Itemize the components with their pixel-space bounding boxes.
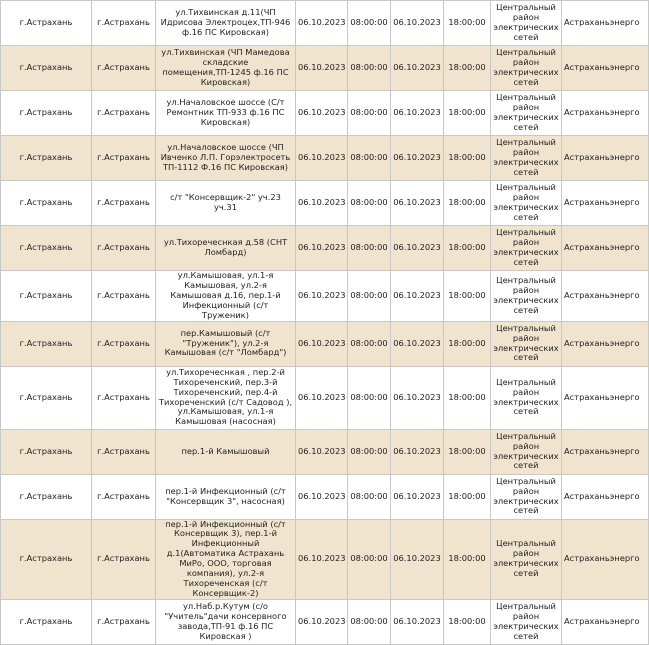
city-cell: г.Астрахань bbox=[92, 136, 156, 181]
city-cell: г.Астрахань bbox=[92, 599, 156, 644]
start-time-cell: 08:00:00 bbox=[348, 429, 391, 474]
settlement-cell: г.Астрахань bbox=[1, 181, 92, 226]
organization-cell: Астраханьэнерго bbox=[562, 181, 649, 226]
end-date-cell: 06.10.2023 bbox=[391, 599, 444, 644]
settlement-cell: г.Астрахань bbox=[1, 599, 92, 644]
settlement-cell: г.Астрахань bbox=[1, 474, 92, 519]
address-cell: пер.1-й Камышовый bbox=[156, 429, 296, 474]
settlement-cell: г.Астрахань bbox=[1, 271, 92, 322]
city-cell: г.Астрахань bbox=[92, 474, 156, 519]
district-cell: Центральный район электрических сетей bbox=[491, 366, 562, 429]
end-date-cell: 06.10.2023 bbox=[391, 1, 444, 46]
settlement-cell: г.Астрахань bbox=[1, 91, 92, 136]
city-cell: г.Астрахань bbox=[92, 271, 156, 322]
city-cell: г.Астрахань bbox=[92, 1, 156, 46]
address-cell: ул.Тихвинская (ЧП Мамедова складские помещения,ТП-1245 ф.16 ПС Кировская) bbox=[156, 46, 296, 91]
city-cell: г.Астрахань bbox=[92, 429, 156, 474]
settlement-cell: г.Астрахань bbox=[1, 519, 92, 599]
table-row bbox=[1, 474, 649, 519]
end-time-cell: 18:00:00 bbox=[444, 46, 491, 91]
district-cell: Центральный район электрических сетей bbox=[491, 91, 562, 136]
end-date-cell: 06.10.2023 bbox=[391, 136, 444, 181]
start-time-cell: 08:00:00 bbox=[348, 91, 391, 136]
start-time-cell: 08:00:00 bbox=[348, 1, 391, 46]
start-time-cell: 08:00:00 bbox=[348, 181, 391, 226]
district-cell: Центральный район электрических сетей bbox=[491, 46, 562, 91]
end-time-cell: 18:00:00 bbox=[444, 474, 491, 519]
address-cell: пер.Камышовый (с/т "Труженик"), ул.2-я Камышовая (с/т "Ломбард") bbox=[156, 321, 296, 366]
end-time-cell: 18:00:00 bbox=[444, 91, 491, 136]
table-row bbox=[1, 1, 649, 46]
start-time-cell: 08:00:00 bbox=[348, 599, 391, 644]
start-date-cell: 06.10.2023 bbox=[296, 474, 348, 519]
organization-cell: Астраханьэнерго bbox=[562, 474, 649, 519]
settlement-cell: г.Астрахань bbox=[1, 321, 92, 366]
organization-cell: Астраханьэнерго bbox=[562, 91, 649, 136]
city-cell: г.Астрахань bbox=[92, 226, 156, 271]
address-cell: ул.Тихоречеснкая , пер.2-й Тихореченский, пер.3-й Тихореченский, пер.4-й Тихореченский (с/т Садовод ), ул.Камышовая, ул.1-я Камышовая (насосная) bbox=[156, 366, 296, 429]
table-row bbox=[1, 599, 649, 644]
district-cell: Центральный район электрических сетей bbox=[491, 136, 562, 181]
organization-cell: Астраханьэнерго bbox=[562, 136, 649, 181]
table-body bbox=[1, 1, 649, 645]
settlement-cell: г.Астрахань bbox=[1, 366, 92, 429]
start-date-cell: 06.10.2023 bbox=[296, 136, 348, 181]
start-date-cell: 06.10.2023 bbox=[296, 181, 348, 226]
city-cell: г.Астрахань bbox=[92, 519, 156, 599]
end-time-cell: 18:00:00 bbox=[444, 136, 491, 181]
district-cell: Центральный район электрических сетей bbox=[491, 1, 562, 46]
start-date-cell: 06.10.2023 bbox=[296, 91, 348, 136]
organization-cell: Астраханьэнерго bbox=[562, 519, 649, 599]
start-date-cell: 06.10.2023 bbox=[296, 321, 348, 366]
district-cell: Центральный район электрических сетей bbox=[491, 226, 562, 271]
table-row bbox=[1, 46, 649, 91]
settlement-cell: г.Астрахань bbox=[1, 429, 92, 474]
end-time-cell: 18:00:00 bbox=[444, 519, 491, 599]
end-date-cell: 06.10.2023 bbox=[391, 429, 444, 474]
city-cell: г.Астрахань bbox=[92, 321, 156, 366]
table-row bbox=[1, 366, 649, 429]
city-cell: г.Астрахань bbox=[92, 366, 156, 429]
start-time-cell: 08:00:00 bbox=[348, 321, 391, 366]
end-date-cell: 06.10.2023 bbox=[391, 271, 444, 322]
end-date-cell: 06.10.2023 bbox=[391, 226, 444, 271]
start-time-cell: 08:00:00 bbox=[348, 366, 391, 429]
table-row bbox=[1, 91, 649, 136]
organization-cell: Астраханьэнерго bbox=[562, 271, 649, 322]
start-time-cell: 08:00:00 bbox=[348, 136, 391, 181]
organization-cell: Астраханьэнерго bbox=[562, 226, 649, 271]
address-cell: ул.Тихвинская д.11(ЧП Идрисова Электроцех,ТП-946 ф.16 ПС Кировская) bbox=[156, 1, 296, 46]
district-cell: Центральный район электрических сетей bbox=[491, 321, 562, 366]
end-time-cell: 18:00:00 bbox=[444, 181, 491, 226]
district-cell: Центральный район электрических сетей bbox=[491, 519, 562, 599]
end-time-cell: 18:00:00 bbox=[444, 599, 491, 644]
district-cell: Центральный район электрических сетей bbox=[491, 181, 562, 226]
address-cell: ул.Началовское шоссе (ЧП Ивченко Л.П. Горэлектросеть ТП-1112 Ф.16 ПС Кировская) bbox=[156, 136, 296, 181]
start-date-cell: 06.10.2023 bbox=[296, 599, 348, 644]
organization-cell: Астраханьэнерго bbox=[562, 321, 649, 366]
settlement-cell: г.Астрахань bbox=[1, 1, 92, 46]
start-date-cell: 06.10.2023 bbox=[296, 1, 348, 46]
end-time-cell: 18:00:00 bbox=[444, 271, 491, 322]
district-cell: Центральный район электрических сетей bbox=[491, 474, 562, 519]
start-date-cell: 06.10.2023 bbox=[296, 226, 348, 271]
start-date-cell: 06.10.2023 bbox=[296, 429, 348, 474]
start-date-cell: 06.10.2023 bbox=[296, 519, 348, 599]
table-row bbox=[1, 321, 649, 366]
table-row bbox=[1, 226, 649, 271]
start-time-cell: 08:00:00 bbox=[348, 474, 391, 519]
end-date-cell: 06.10.2023 bbox=[391, 46, 444, 91]
city-cell: г.Астрахань bbox=[92, 181, 156, 226]
address-cell: ул.Камышовая, ул.1-я Камышовая, ул.2-я Камышовая д.16, пер.1-й Инфекционный (с/т Труженик) bbox=[156, 271, 296, 322]
organization-cell: Астраханьэнерго bbox=[562, 366, 649, 429]
settlement-cell: г.Астрахань bbox=[1, 46, 92, 91]
table-row bbox=[1, 519, 649, 599]
start-time-cell: 08:00:00 bbox=[348, 46, 391, 91]
start-time-cell: 08:00:00 bbox=[348, 271, 391, 322]
end-time-cell: 18:00:00 bbox=[444, 366, 491, 429]
address-cell: ул.Началовское шоссе (С/т Ремонтник ТП-933 ф.16 ПС Кировская) bbox=[156, 91, 296, 136]
settlement-cell: г.Астрахань bbox=[1, 136, 92, 181]
address-cell: ул.Наб.р.Кутум (с/о "Учитель"дачи консервного завода,ТП-91 ф.16 ПС Кировская ) bbox=[156, 599, 296, 644]
end-time-cell: 18:00:00 bbox=[444, 226, 491, 271]
end-date-cell: 06.10.2023 bbox=[391, 474, 444, 519]
end-date-cell: 06.10.2023 bbox=[391, 91, 444, 136]
address-cell: пер.1-й Инфекционный (с/т "Консервщик 3", насосная) bbox=[156, 474, 296, 519]
end-date-cell: 06.10.2023 bbox=[391, 519, 444, 599]
end-time-cell: 18:00:00 bbox=[444, 321, 491, 366]
table-row bbox=[1, 271, 649, 322]
district-cell: Центральный район электрических сетей bbox=[491, 429, 562, 474]
end-time-cell: 18:00:00 bbox=[444, 1, 491, 46]
address-cell: пер.1-й Инфекционный (с/т Консервщик 3), пер.1-й Инфекционный д.1(Автоматика Астрахань МиРо, ООО, торговая компания), ул.2-я Тихореченская (с/т Консервщик-2) bbox=[156, 519, 296, 599]
start-date-cell: 06.10.2023 bbox=[296, 271, 348, 322]
district-cell: Центральный район электрических сетей bbox=[491, 599, 562, 644]
organization-cell: Астраханьэнерго bbox=[562, 599, 649, 644]
start-date-cell: 06.10.2023 bbox=[296, 46, 348, 91]
district-cell: Центральный район электрических сетей bbox=[491, 271, 562, 322]
city-cell: г.Астрахань bbox=[92, 46, 156, 91]
start-time-cell: 08:00:00 bbox=[348, 519, 391, 599]
address-cell: ул.Тихоречеснкая д.58 (СНТ Ломбард) bbox=[156, 226, 296, 271]
table-row bbox=[1, 136, 649, 181]
address-cell: с/т "Консервщик-2" уч.23 уч.31 bbox=[156, 181, 296, 226]
table-row bbox=[1, 181, 649, 226]
end-date-cell: 06.10.2023 bbox=[391, 321, 444, 366]
settlement-cell: г.Астрахань bbox=[1, 226, 92, 271]
end-date-cell: 06.10.2023 bbox=[391, 181, 444, 226]
organization-cell: Астраханьэнерго bbox=[562, 429, 649, 474]
organization-cell: Астраханьэнерго bbox=[562, 1, 649, 46]
table-row bbox=[1, 429, 649, 474]
city-cell: г.Астрахань bbox=[92, 91, 156, 136]
organization-cell: Астраханьэнерго bbox=[562, 46, 649, 91]
start-time-cell: 08:00:00 bbox=[348, 226, 391, 271]
start-date-cell: 06.10.2023 bbox=[296, 366, 348, 429]
end-date-cell: 06.10.2023 bbox=[391, 366, 444, 429]
end-time-cell: 18:00:00 bbox=[444, 429, 491, 474]
